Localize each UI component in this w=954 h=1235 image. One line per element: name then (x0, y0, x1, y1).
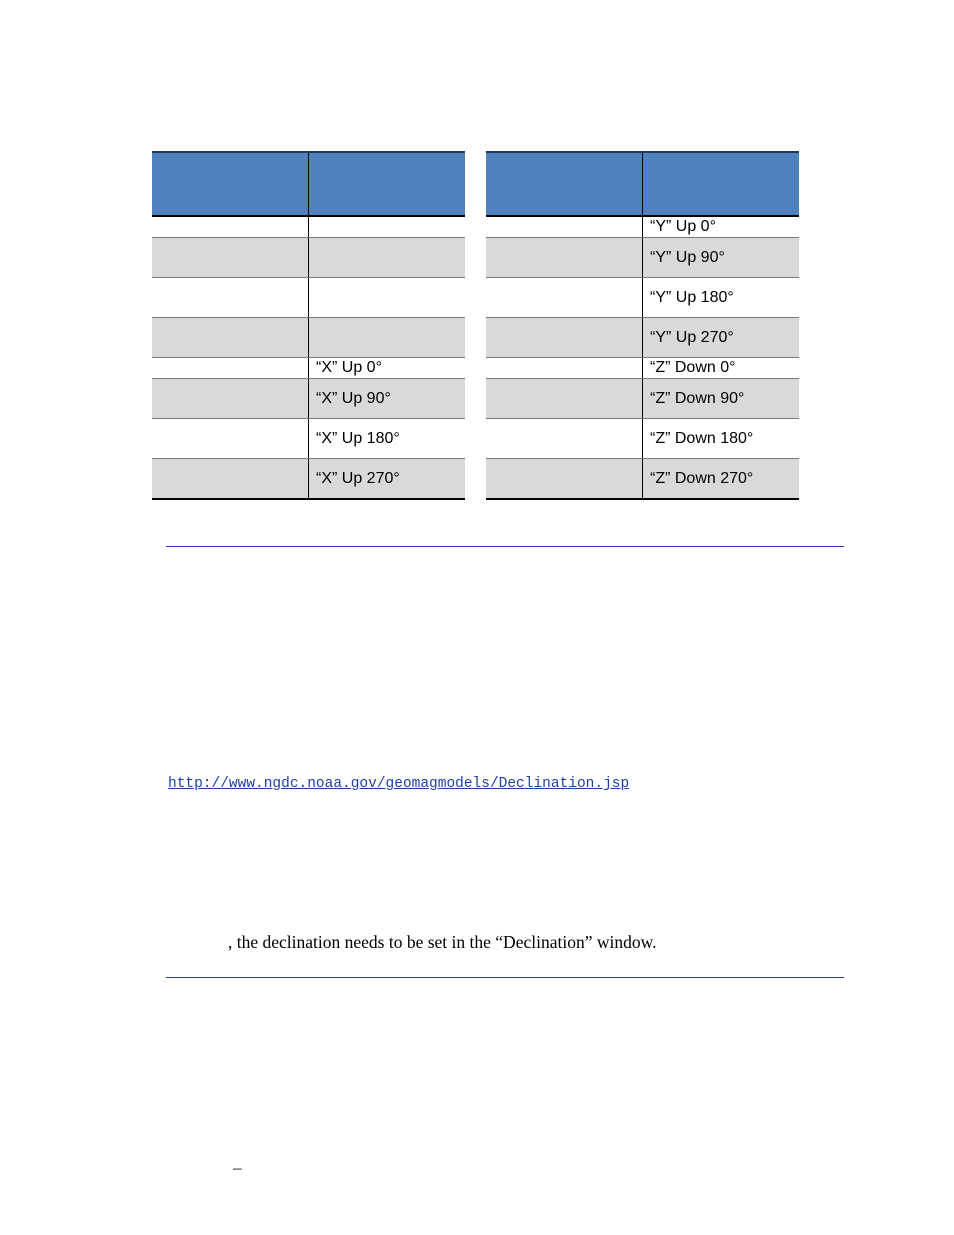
table-cell (486, 216, 643, 238)
orientation-table-right (486, 151, 799, 500)
table-cell (152, 238, 309, 278)
table-cell: “X” Up 270° (309, 459, 466, 500)
table-row (486, 216, 799, 238)
table-cell (486, 459, 643, 500)
header-cell (643, 152, 800, 216)
table-cell (152, 358, 309, 379)
table-row (152, 216, 465, 238)
table-row (152, 358, 465, 379)
table-cell (152, 216, 309, 238)
table-cell (309, 238, 466, 278)
table-cell: “Y” Up 0° (643, 216, 800, 238)
header-cell (152, 152, 309, 216)
table-row (486, 358, 799, 379)
table-row (152, 318, 465, 358)
table-header-row (152, 152, 465, 216)
table-row (486, 459, 799, 500)
table-cell (152, 419, 309, 459)
table-cell (152, 318, 309, 358)
table-cell: “Z” Down 180° (643, 419, 800, 459)
table-cell (486, 238, 643, 278)
dash-mark: – (233, 1158, 242, 1177)
table-cell (486, 419, 643, 459)
table-cell: “X” Up 180° (309, 419, 466, 459)
table-cell (309, 216, 466, 238)
table-cell (309, 278, 466, 318)
table-row (486, 318, 799, 358)
orientation-table-left (152, 151, 465, 500)
declination-instruction: , the declination needs to be set in the “Declination” window. (228, 932, 657, 952)
table-cell: “Z” Down 0° (643, 358, 800, 379)
table-row (486, 278, 799, 318)
table-cell: “X” Up 0° (309, 358, 466, 379)
table-row (152, 238, 465, 278)
table-row (486, 419, 799, 459)
table-row (152, 379, 465, 419)
table-cell: “Y” Up 90° (643, 238, 800, 278)
table-cell: “Y” Up 180° (643, 278, 800, 318)
table-row (152, 419, 465, 459)
table-header-row (486, 152, 799, 216)
section-divider (166, 546, 844, 547)
header-cell (309, 152, 466, 216)
table-row (152, 278, 465, 318)
declination-link[interactable]: http://www.ngdc.noaa.gov/geomagmodels/Declination.jsp (168, 776, 630, 792)
table-cell (309, 318, 466, 358)
table-cell: “Y” Up 270° (643, 318, 800, 358)
table-cell (152, 459, 309, 500)
table-cell: “Z” Down 270° (643, 459, 800, 500)
table-cell (486, 379, 643, 419)
table-row (486, 238, 799, 278)
table-cell (486, 318, 643, 358)
table-cell (486, 358, 643, 379)
table-row (152, 459, 465, 500)
table-cell (486, 278, 643, 318)
table-cell (152, 278, 309, 318)
table-cell: “Z” Down 90° (643, 379, 800, 419)
table-row (486, 379, 799, 419)
section-divider (166, 977, 844, 978)
table-cell: “X” Up 90° (309, 379, 466, 419)
header-cell (486, 152, 643, 216)
table-cell (152, 379, 309, 419)
